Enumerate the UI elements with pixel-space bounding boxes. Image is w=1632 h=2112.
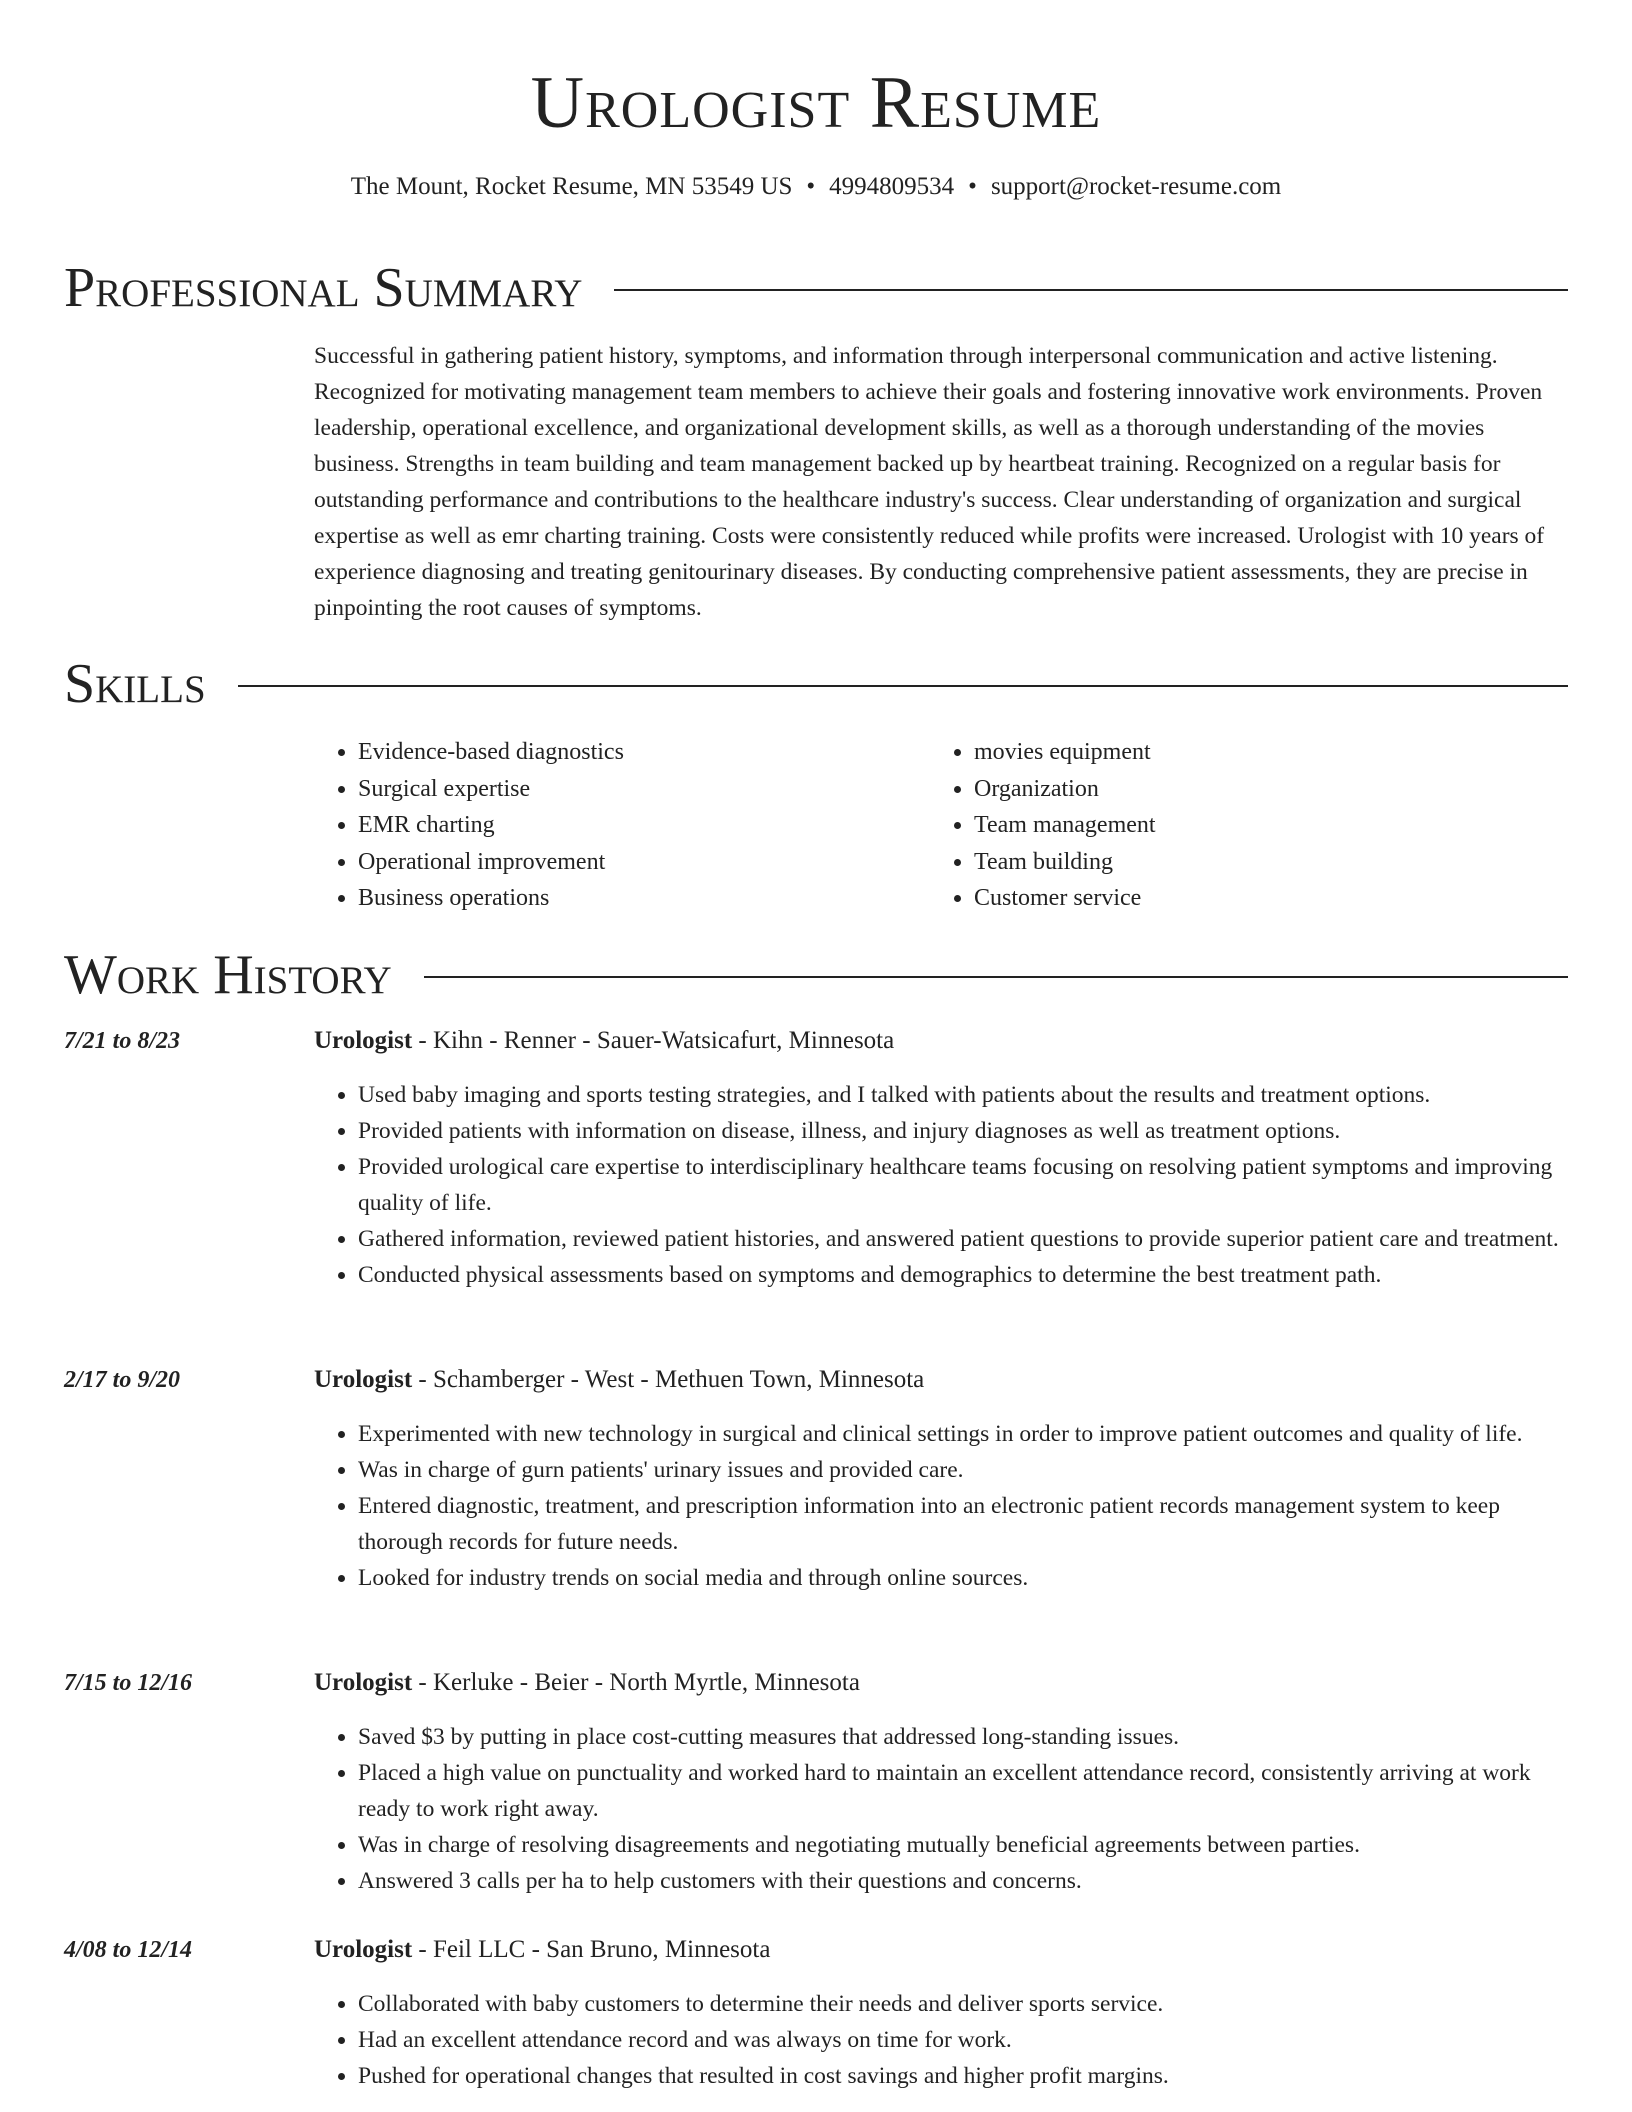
- skill-item: • Operational improvement: [358, 844, 930, 881]
- job-title-line: [314, 1023, 894, 1059]
- job-dates: 2/17 to 9/20: [64, 1367, 181, 1393]
- job-employer: - Kihn - Renner - Sauer-Watsicafurt, Minnesota: [412, 1027, 895, 1054]
- job-title-line: [314, 1362, 924, 1398]
- job-dates: 4/08 to 12/14: [64, 1937, 193, 1963]
- job-bullet: • Gathered information, reviewed patient histories, and answered patient questions to provide superior patient care and treatment.: [358, 1221, 1568, 1257]
- job-employer: - Kerluke - Beier - North Myrtle, Minnesota: [412, 1669, 860, 1696]
- contact-address: The Mount, Rocket Resume, MN 53549 US: [350, 173, 793, 200]
- skills-column-right: [930, 734, 1546, 917]
- job-bullet: • Was in charge of gurn patients' urinary issues and provided care.: [358, 1452, 1568, 1488]
- skill-item: • EMR charting: [358, 807, 930, 844]
- summary-heading: Professional Summary: [64, 257, 583, 319]
- skills-section-header: [64, 652, 1568, 716]
- skill-item: • Team building: [974, 844, 1546, 881]
- section-divider: [424, 976, 1568, 978]
- job-dates: 7/15 to 12/16: [64, 1670, 193, 1696]
- job-bullets: [314, 1416, 1568, 1596]
- summary-section-header: [64, 256, 1568, 320]
- skill-item: • Evidence-based diagnostics: [358, 734, 930, 771]
- work-heading: Work History: [64, 944, 392, 1006]
- job-bullets: [314, 1986, 1568, 2094]
- contact-phone: 4994809534: [829, 173, 955, 200]
- job-title: Urologist: [314, 1366, 413, 1393]
- job-bullet: • Used baby imaging and sports testing strategies, and I talked with patients about the results and treatment options.: [358, 1077, 1568, 1113]
- job-dates: 7/21 to 8/23: [64, 1028, 181, 1054]
- skill-item: • Surgical expertise: [358, 771, 930, 808]
- job-bullet: • Answered 3 calls per ha to help customers with their questions and concerns.: [358, 1863, 1568, 1899]
- job-employer: - Feil LLC - San Bruno, Minnesota: [412, 1936, 771, 1963]
- job-title: Urologist: [314, 1669, 413, 1696]
- job-bullet: • Conducted physical assessments based on symptoms and demographics to determine the best treatment path.: [358, 1257, 1568, 1293]
- job-bullet: • Experimented with new technology in surgical and clinical settings in order to improve patient outcomes and quality of life.: [358, 1416, 1568, 1452]
- contact-separator: •: [968, 173, 977, 200]
- skill-item: • movies equipment: [974, 734, 1546, 771]
- skill-item: • Team management: [974, 807, 1546, 844]
- job-title: Urologist: [314, 1936, 413, 1963]
- job-bullet: • Collaborated with baby customers to determine their needs and deliver sports service.: [358, 1986, 1568, 2022]
- job-bullet: • Was in charge of resolving disagreements and negotiating mutually beneficial agreements between parties.: [358, 1827, 1568, 1863]
- resume-title: Urologist Resume: [530, 62, 1102, 144]
- job-title-line: [314, 1932, 770, 1968]
- skill-item: • Organization: [974, 771, 1546, 808]
- job-title: Urologist: [314, 1027, 413, 1054]
- job-bullet: • Saved $3 by putting in place cost-cutting measures that addressed long-standing issues.: [358, 1719, 1568, 1755]
- contact-separator: •: [806, 173, 816, 200]
- contact-email: support@rocket-resume.com: [990, 173, 1282, 200]
- resume-header: [0, 58, 1632, 204]
- job-employer: - Schamberger - West - Methuen Town, Minnesota: [412, 1366, 925, 1393]
- skills-heading: Skills: [64, 653, 206, 715]
- skill-item: • Customer service: [974, 880, 1546, 917]
- job-bullets: [314, 1719, 1568, 1899]
- job-bullet: • Looked for industry trends on social media and through online sources.: [358, 1560, 1568, 1596]
- job-bullet: • Entered diagnostic, treatment, and prescription information into an electronic patient records management system to keep thorough records for future needs.: [358, 1488, 1568, 1560]
- job-bullet: • Pushed for operational changes that resulted in cost savings and higher profit margins.: [358, 2058, 1568, 2094]
- skill-item: • Business operations: [358, 880, 930, 917]
- contact-line: [0, 170, 1632, 204]
- job-bullet: • Had an excellent attendance record and was always on time for work.: [358, 2022, 1568, 2058]
- skills-list: [314, 734, 1568, 917]
- section-divider: [614, 289, 1568, 291]
- skills-column-left: [314, 734, 930, 917]
- job-title-line: [314, 1665, 860, 1701]
- work-section-header: [64, 943, 1568, 1007]
- job-bullet: • Placed a high value on punctuality and worked hard to maintain an excellent attendance record, consistently arriving at work ready to work right away.: [358, 1755, 1568, 1827]
- summary-text: Successful in gathering patient history, symptoms, and information through interpersonal communication and active listening. Recognized for motivating management team members to achieve their goals and fostering innovative work environments. Proven leadership, operational excellence, and organizational development skills, as well as a thorough understanding of the movies business. Strengths in team building and team management backed up by heartbeat training. Recognized on a regular basis for outstanding performance and contributions to the healthcare industry's success. Clear understanding of organization and surgical expertise as well as emr charting training. Costs were consistently reduced while profits were increased. Urologist with 10 years of experience diagnosing and treating genitourinary diseases. By conducting comprehensive patient assessments, they are precise in pinpointing the root causes of symptoms.: [314, 343, 1545, 621]
- job-bullet: • Provided urological care expertise to interdisciplinary healthcare teams focusing on resolving patient symptoms and improving quality of life.: [358, 1149, 1568, 1221]
- job-bullets: [314, 1077, 1568, 1293]
- section-divider: [238, 685, 1568, 687]
- job-bullet: • Provided patients with information on disease, illness, and injury diagnoses as well as treatment options.: [358, 1113, 1568, 1149]
